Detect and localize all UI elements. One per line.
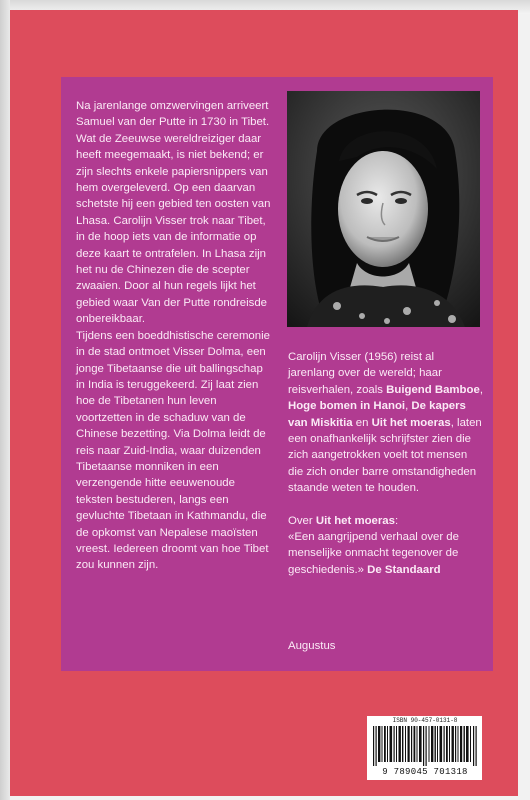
author-bio-column — [288, 349, 484, 578]
bio-separator: , — [405, 400, 412, 413]
review-colon: : — [394, 514, 399, 527]
review-label: Over — [288, 514, 316, 527]
bio-book-title: Buigend Bamboe — [386, 383, 480, 396]
publisher-name: Augustus — [288, 640, 336, 652]
blurb-paragraph-2: Tijdens een boeddhistische ceremonie in de stad ontmoet Visser Dolma, een jonge Tibetaanse die uit ballingschap in India is teruggekeerd. Zij laat zien hoe de Tibetanen hun leven voortzetten in de schaduw van de Chinese bezetting. Via Dolma leidt de reis naar Zuid-India, waar duizenden Tibetaanse monniken in een verzengende hitte eeuwenoude teksten bestuderen, langs een gevluchte Tibetaan in Kathmandu, die de opkomst van Nepalese maoïsten vreest. Iedereen droomt van hoe Tibet zou kunnen zijn. — [76, 329, 270, 572]
bio-book-title: Uit het moeras — [371, 416, 451, 429]
author-photo — [287, 91, 480, 327]
author-bio — [288, 349, 484, 497]
isbn-barcode — [367, 716, 482, 780]
review-heading — [288, 513, 484, 529]
review-quote — [288, 529, 484, 578]
review-source: De Standaard — [367, 563, 441, 576]
barcode-bars — [373, 726, 477, 766]
isbn-text: ISBN 90-457-0131-8 — [392, 717, 458, 724]
review-quote-text: «Een aangrijpend verhaal over de menselijke onmacht tegenover de geschiedenis.» — [288, 531, 459, 576]
page-edge-left — [0, 0, 10, 800]
author-portrait-image — [287, 91, 480, 327]
bio-separator: , — [479, 383, 483, 396]
bio-separator: en — [352, 416, 372, 429]
blurb-paragraph-1: Na jarenlange omzwervingen arriveert Samuel van der Putte in 1730 in Tibet. Wat de Zeeuwse wereldreiziger daar heeft meegemaakt, is niet bekend; er zijn slechts enkele papiersnippers van hem overgeleverd. Op een daarvan schetste hij een gebied ten oosten van Lhasa. Carolijn Visser trok naar Tibet, in de hoop iets van de informatie op deze kaart te ontrafelen. In Lhasa zijn het nu de Chinezen die de scepter zwaaien. Door al hun regels lijkt het gebied waar Van der Putte rondreisde onbereikbaar. — [76, 100, 271, 326]
ean-number: 9 789045 701318 — [382, 767, 468, 777]
blurb-column — [76, 98, 274, 574]
bio-book-title: De kapers van Miskitia — [288, 400, 466, 429]
bio-intro: Carolijn Visser (1956) reist al jarenlang over de wereld; haar reisverhalen, zoals — [288, 351, 442, 396]
bio-book-title: Hoge bomen in Hanoi — [288, 400, 406, 413]
review-book-title: Uit het moeras — [315, 514, 395, 527]
bio-rest: , laten een onafhankelijk schrijfster zien die zich aangetrokken voelt tot mensen die zich onder barre omstandigheden staande weten te houden. — [288, 416, 482, 495]
